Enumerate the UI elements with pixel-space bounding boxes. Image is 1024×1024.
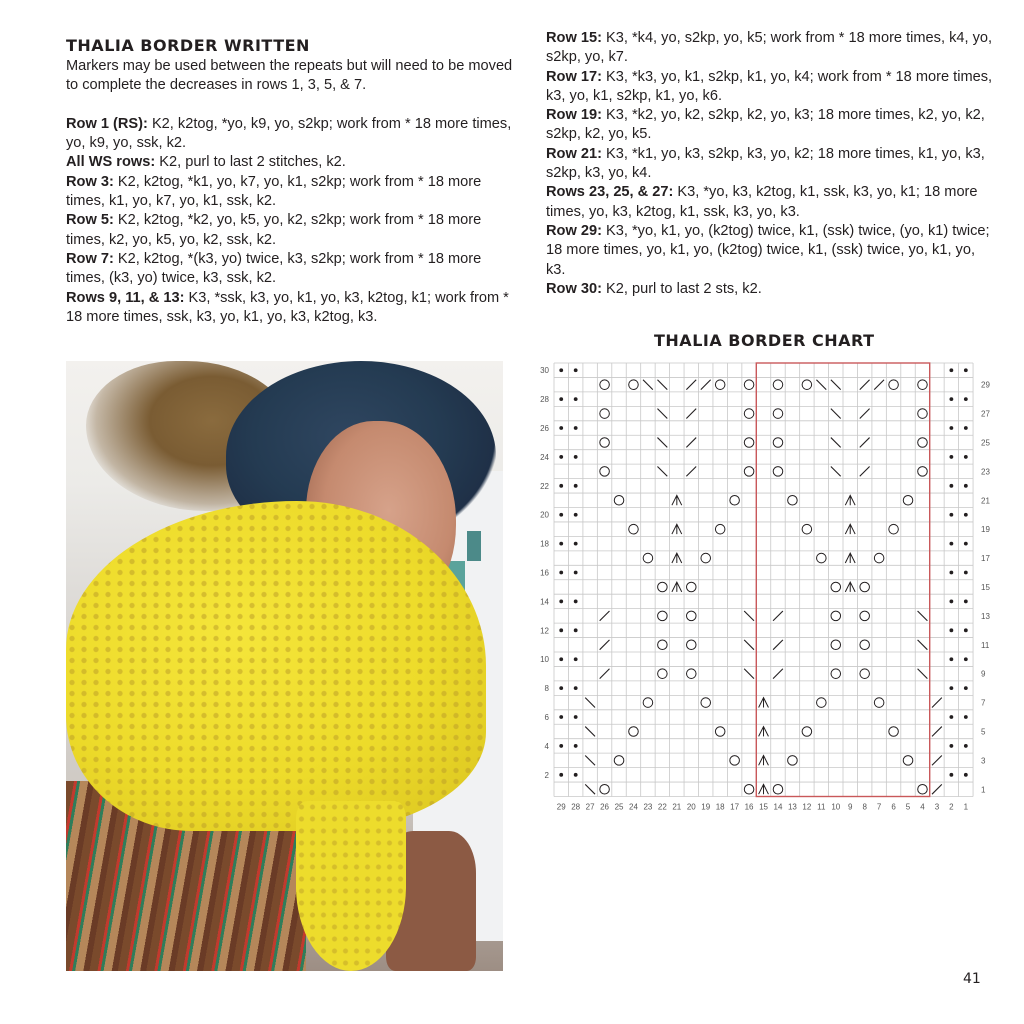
yo-symbol bbox=[629, 524, 639, 534]
garter-dot-symbol bbox=[574, 513, 578, 517]
garter-dot-symbol bbox=[949, 773, 953, 777]
instruction-row: Row 21: K3, *k1, yo, k3, s2kp, k3, yo, k2; 18 more times, k1, yo, k3, s2kp, k3, yo, k4. bbox=[546, 145, 985, 182]
row-label-right: 29 bbox=[981, 380, 990, 390]
ssk-symbol bbox=[831, 438, 841, 448]
column-label: 1 bbox=[963, 802, 969, 812]
garter-dot-symbol bbox=[559, 455, 563, 459]
yo-symbol bbox=[831, 669, 841, 679]
yo-symbol bbox=[687, 611, 697, 621]
k2tog-symbol bbox=[701, 380, 711, 390]
instruction-row: Row 7: K2, k2tog, *(k3, yo) twice, k3, s2kp; work from * 18 more times, (k3, yo) twice, k3, ssk, k2. bbox=[66, 250, 482, 287]
garter-dot-symbol bbox=[964, 657, 968, 661]
garter-dot-symbol bbox=[964, 397, 968, 401]
row-label-left: 30 bbox=[540, 366, 549, 376]
row-label-left: 22 bbox=[540, 481, 549, 491]
column-label: 29 bbox=[556, 802, 566, 812]
yo-symbol bbox=[600, 380, 610, 390]
k2tog-symbol bbox=[932, 698, 942, 708]
garter-dot-symbol bbox=[559, 484, 563, 488]
garter-dot-symbol bbox=[949, 657, 953, 661]
garter-dot-symbol bbox=[574, 657, 578, 661]
garter-dot-symbol bbox=[949, 744, 953, 748]
chart-grid bbox=[531, 362, 991, 812]
written-instructions-right bbox=[546, 29, 996, 299]
k2tog-symbol bbox=[686, 466, 696, 476]
garter-dot-symbol bbox=[949, 542, 953, 546]
yo-symbol bbox=[773, 467, 783, 477]
yo-symbol bbox=[817, 553, 827, 563]
instruction-row: Row 19: K3, *k2, yo, k2, s2kp, k2, yo, k3; 18 more times, k2, yo, k2, s2kp, k2, yo, k5. bbox=[546, 107, 985, 143]
garter-dot-symbol bbox=[559, 686, 563, 690]
yo-symbol bbox=[918, 380, 928, 390]
garter-dot-symbol bbox=[964, 513, 968, 517]
column-label: 10 bbox=[831, 802, 841, 812]
s2kp-symbol bbox=[845, 524, 855, 534]
instruction-row: Row 30: K2, purl to last 2 sts, k2. bbox=[546, 280, 762, 297]
garter-dot-symbol bbox=[559, 715, 563, 719]
row-label-right: 19 bbox=[981, 525, 990, 535]
page-number: 41 bbox=[963, 971, 981, 987]
garter-dot-symbol bbox=[574, 484, 578, 488]
instruction-row: Row 3: K2, k2tog, *k1, yo, k7, yo, k1, s2kp; work from * 18 more times, k1, yo, k7, yo, k1, ssk, k2. bbox=[66, 173, 482, 210]
s2kp-symbol bbox=[845, 495, 855, 505]
intro-paragraph: Markers may be used between the repeats but will need to be moved to complete the decreases in rows 1, 3, 5, & 7. bbox=[66, 58, 513, 94]
yo-symbol bbox=[614, 756, 624, 766]
garter-dot-symbol bbox=[574, 600, 578, 604]
yo-symbol bbox=[701, 698, 711, 708]
instruction-row: Rows 9, 11, & 13: K3, *ssk, k3, yo, k1, yo, k3, k2tog, k1; work from * 18 more times, ssk, k3, yo, k1, yo, k3, k2tog, k3. bbox=[66, 289, 509, 325]
column-label: 15 bbox=[759, 802, 768, 812]
garter-dot-symbol bbox=[964, 542, 968, 546]
yo-symbol bbox=[658, 669, 668, 679]
garter-dot-symbol bbox=[964, 484, 968, 488]
k2tog-symbol bbox=[874, 380, 884, 390]
column-label: 20 bbox=[686, 802, 696, 812]
row-label-left: 18 bbox=[540, 539, 549, 549]
k2tog-symbol bbox=[600, 611, 610, 621]
ssk-symbol bbox=[585, 755, 595, 765]
garter-dot-symbol bbox=[949, 455, 953, 459]
ssk-symbol bbox=[657, 438, 667, 448]
ssk-symbol bbox=[744, 669, 754, 679]
garter-dot-symbol bbox=[949, 426, 953, 430]
s2kp-symbol bbox=[672, 582, 682, 592]
garter-dot-symbol bbox=[964, 715, 968, 719]
garter-dot-symbol bbox=[574, 571, 578, 575]
garter-dot-symbol bbox=[559, 744, 563, 748]
ssk-symbol bbox=[918, 611, 928, 621]
garter-dot-symbol bbox=[574, 744, 578, 748]
row-label-left: 8 bbox=[544, 684, 549, 694]
column-label: 26 bbox=[600, 802, 610, 812]
garter-dot-symbol bbox=[949, 571, 953, 575]
yo-symbol bbox=[918, 785, 928, 795]
yo-symbol bbox=[600, 409, 610, 419]
yo-symbol bbox=[715, 524, 725, 534]
instruction-row: All WS rows: K2, purl to last 2 stitches, k2. bbox=[66, 154, 346, 171]
k2tog-symbol bbox=[773, 611, 783, 621]
row-label-left: 16 bbox=[540, 568, 549, 578]
k2tog-symbol bbox=[686, 380, 696, 390]
column-label: 19 bbox=[701, 802, 711, 812]
garter-dot-symbol bbox=[574, 715, 578, 719]
garter-dot-symbol bbox=[559, 628, 563, 632]
column-label: 13 bbox=[787, 802, 797, 812]
garter-dot-symbol bbox=[559, 513, 563, 517]
model-photo bbox=[66, 361, 503, 971]
yo-symbol bbox=[715, 727, 725, 737]
k2tog-symbol bbox=[932, 727, 942, 737]
ssk-symbol bbox=[643, 380, 653, 390]
yo-symbol bbox=[831, 582, 841, 592]
garter-dot-symbol bbox=[964, 773, 968, 777]
garter-dot-symbol bbox=[949, 715, 953, 719]
yo-symbol bbox=[874, 698, 884, 708]
row-label-right: 17 bbox=[981, 554, 990, 564]
garter-dot-symbol bbox=[574, 542, 578, 546]
ssk-symbol bbox=[744, 640, 754, 650]
spacer bbox=[66, 96, 516, 115]
garter-dot-symbol bbox=[964, 686, 968, 690]
s2kp-symbol bbox=[759, 698, 769, 708]
garter-dot-symbol bbox=[559, 542, 563, 546]
yo-symbol bbox=[600, 438, 610, 448]
yo-symbol bbox=[744, 785, 754, 795]
garter-dot-symbol bbox=[574, 368, 578, 372]
yo-symbol bbox=[715, 380, 725, 390]
garter-dot-symbol bbox=[964, 426, 968, 430]
yo-symbol bbox=[918, 409, 928, 419]
column-label: 5 bbox=[905, 802, 911, 812]
row-label-right: 1 bbox=[981, 785, 986, 795]
k2tog-symbol bbox=[860, 380, 870, 390]
yo-symbol bbox=[730, 496, 740, 506]
yo-symbol bbox=[629, 727, 639, 737]
ssk-symbol bbox=[585, 784, 595, 794]
k2tog-symbol bbox=[600, 669, 610, 679]
row-label-left: 26 bbox=[540, 424, 549, 434]
column-label: 2 bbox=[949, 802, 954, 812]
garter-dot-symbol bbox=[964, 368, 968, 372]
k2tog-symbol bbox=[686, 438, 696, 448]
instruction-row: Row 15: K3, *k4, yo, s2kp, yo, k5; work from * 18 more times, k4, yo, s2kp, yo, k7. bbox=[546, 30, 993, 66]
garter-dot-symbol bbox=[964, 571, 968, 575]
yo-symbol bbox=[658, 640, 668, 650]
yo-symbol bbox=[860, 640, 870, 650]
column-label: 18 bbox=[715, 802, 725, 812]
garter-dot-symbol bbox=[559, 426, 563, 430]
yo-symbol bbox=[817, 698, 827, 708]
yo-symbol bbox=[701, 553, 711, 563]
row-label-right: 21 bbox=[981, 496, 990, 506]
garter-dot-symbol bbox=[964, 744, 968, 748]
yo-symbol bbox=[802, 727, 812, 737]
garter-dot-symbol bbox=[574, 686, 578, 690]
yo-symbol bbox=[773, 785, 783, 795]
yo-symbol bbox=[600, 467, 610, 477]
yo-symbol bbox=[773, 438, 783, 448]
ssk-symbol bbox=[585, 727, 595, 737]
garter-dot-symbol bbox=[574, 455, 578, 459]
s2kp-symbol bbox=[672, 495, 682, 505]
instruction-row: Row 5: K2, k2tog, *k2, yo, k5, yo, k2, s2kp; work from * 18 more times, k2, yo, k5, yo, k2, ssk, k2. bbox=[66, 212, 482, 248]
row-label-right: 25 bbox=[981, 438, 990, 448]
photo-yellow-shawl bbox=[66, 501, 486, 831]
section-title-written: THALIA BORDER WRITTEN bbox=[66, 36, 310, 55]
yo-symbol bbox=[658, 611, 668, 621]
column-label: 8 bbox=[862, 802, 867, 812]
garter-dot-symbol bbox=[964, 628, 968, 632]
k2tog-symbol bbox=[686, 409, 696, 419]
garter-dot-symbol bbox=[949, 397, 953, 401]
photo-shawl-tail bbox=[296, 801, 406, 971]
row-label-left: 2 bbox=[544, 770, 549, 780]
row-label-right: 3 bbox=[981, 756, 986, 766]
yo-symbol bbox=[874, 553, 884, 563]
column-label: 25 bbox=[614, 802, 624, 812]
yo-symbol bbox=[918, 467, 928, 477]
row-label-left: 4 bbox=[544, 741, 549, 751]
yo-symbol bbox=[744, 380, 754, 390]
ssk-symbol bbox=[744, 611, 754, 621]
garter-dot-symbol bbox=[949, 513, 953, 517]
row-label-right: 9 bbox=[981, 669, 986, 679]
row-label-right: 11 bbox=[981, 640, 990, 650]
photo-shutter bbox=[467, 531, 481, 561]
ssk-symbol bbox=[831, 380, 841, 390]
garter-dot-symbol bbox=[949, 484, 953, 488]
yo-symbol bbox=[629, 380, 639, 390]
ssk-symbol bbox=[831, 466, 841, 476]
yo-symbol bbox=[744, 467, 754, 477]
k2tog-symbol bbox=[932, 755, 942, 765]
garter-dot-symbol bbox=[949, 600, 953, 604]
yo-symbol bbox=[903, 756, 913, 766]
row-label-left: 24 bbox=[540, 452, 549, 462]
garter-dot-symbol bbox=[559, 600, 563, 604]
yo-symbol bbox=[831, 611, 841, 621]
row-label-left: 14 bbox=[540, 597, 549, 607]
yo-symbol bbox=[788, 756, 798, 766]
instruction-row: Row 17: K3, *k3, yo, k1, s2kp, k1, yo, k4; work from * 18 more times, k3, yo, k1, s2kp, k1, yo, k6. bbox=[546, 68, 993, 104]
yo-symbol bbox=[889, 524, 899, 534]
row-label-left: 12 bbox=[540, 626, 549, 636]
yo-symbol bbox=[889, 380, 899, 390]
yo-symbol bbox=[773, 409, 783, 419]
garter-dot-symbol bbox=[574, 426, 578, 430]
yo-symbol bbox=[687, 669, 697, 679]
column-label: 27 bbox=[585, 802, 595, 812]
column-label: 14 bbox=[773, 802, 783, 812]
k2tog-symbol bbox=[860, 409, 870, 419]
garter-dot-symbol bbox=[559, 571, 563, 575]
garter-dot-symbol bbox=[949, 368, 953, 372]
column-label: 28 bbox=[571, 802, 581, 812]
garter-dot-symbol bbox=[559, 397, 563, 401]
garter-dot-symbol bbox=[949, 686, 953, 690]
s2kp-symbol bbox=[759, 784, 769, 794]
yo-symbol bbox=[918, 438, 928, 448]
column-label: 3 bbox=[934, 802, 940, 812]
column-label: 23 bbox=[643, 802, 653, 812]
yo-symbol bbox=[802, 380, 812, 390]
column-label: 22 bbox=[657, 802, 667, 812]
yo-symbol bbox=[643, 698, 653, 708]
row-label-left: 6 bbox=[544, 713, 549, 723]
row-label-left: 20 bbox=[540, 510, 549, 520]
s2kp-symbol bbox=[672, 553, 682, 563]
garter-dot-symbol bbox=[574, 773, 578, 777]
s2kp-symbol bbox=[759, 727, 769, 737]
yo-symbol bbox=[658, 582, 668, 592]
s2kp-symbol bbox=[845, 553, 855, 563]
yo-symbol bbox=[687, 582, 697, 592]
yo-symbol bbox=[744, 438, 754, 448]
garter-dot-symbol bbox=[949, 628, 953, 632]
garter-dot-symbol bbox=[574, 397, 578, 401]
row-label-right: 5 bbox=[981, 727, 986, 737]
ssk-symbol bbox=[657, 380, 667, 390]
yo-symbol bbox=[903, 496, 913, 506]
garter-dot-symbol bbox=[559, 368, 563, 372]
ssk-symbol bbox=[918, 640, 928, 650]
row-label-right: 15 bbox=[981, 582, 990, 592]
row-label-right: 27 bbox=[981, 409, 990, 419]
column-label: 21 bbox=[672, 802, 682, 812]
ssk-symbol bbox=[657, 409, 667, 419]
yo-symbol bbox=[860, 669, 870, 679]
s2kp-symbol bbox=[672, 524, 682, 534]
instruction-row: Row 29: K3, *yo, k1, yo, (k2tog) twice, k1, (ssk) twice, (yo, k1) twice; 18 more times, yo, k1, yo, (k2tog) twice, k1, (ssk) twice, yo, k1, yo, k3. bbox=[546, 222, 990, 278]
yo-symbol bbox=[802, 524, 812, 534]
yo-symbol bbox=[889, 727, 899, 737]
column-label: 16 bbox=[744, 802, 754, 812]
k2tog-symbol bbox=[932, 784, 942, 794]
s2kp-symbol bbox=[759, 755, 769, 765]
k2tog-symbol bbox=[773, 669, 783, 679]
k2tog-symbol bbox=[860, 466, 870, 476]
k2tog-symbol bbox=[860, 438, 870, 448]
column-label: 9 bbox=[847, 802, 853, 812]
instruction-row: Rows 23, 25, & 27: K3, *yo, k3, k2tog, k1, ssk, k3, yo, k1; 18 more times, yo, k3, k2tog, k1, ssk, k3, yo, k3. bbox=[546, 184, 978, 220]
section-title-chart: THALIA BORDER CHART bbox=[654, 331, 875, 350]
garter-dot-symbol bbox=[574, 628, 578, 632]
garter-dot-symbol bbox=[964, 455, 968, 459]
yo-symbol bbox=[614, 496, 624, 506]
yo-symbol bbox=[860, 582, 870, 592]
column-label: 6 bbox=[891, 802, 896, 812]
knitting-chart bbox=[531, 362, 991, 812]
row-label-right: 23 bbox=[981, 467, 990, 477]
yo-symbol bbox=[687, 640, 697, 650]
column-label: 4 bbox=[920, 802, 925, 812]
yo-symbol bbox=[730, 756, 740, 766]
column-label: 12 bbox=[802, 802, 812, 812]
row-label-left: 10 bbox=[540, 655, 549, 665]
column-label: 11 bbox=[817, 802, 826, 812]
garter-dot-symbol bbox=[559, 657, 563, 661]
ssk-symbol bbox=[816, 380, 826, 390]
yo-symbol bbox=[744, 409, 754, 419]
written-instructions-left bbox=[66, 57, 516, 327]
k2tog-symbol bbox=[600, 640, 610, 650]
column-label: 17 bbox=[730, 802, 740, 812]
ssk-symbol bbox=[918, 669, 928, 679]
yo-symbol bbox=[831, 640, 841, 650]
row-label-right: 7 bbox=[981, 698, 986, 708]
s2kp-symbol bbox=[845, 582, 855, 592]
column-label: 7 bbox=[876, 802, 882, 812]
k2tog-symbol bbox=[773, 640, 783, 650]
ssk-symbol bbox=[831, 409, 841, 419]
row-label-right: 13 bbox=[981, 611, 990, 621]
instruction-row: Row 1 (RS): K2, k2tog, *yo, k9, yo, s2kp; work from * 18 more times, yo, k9, yo, ssk, k2. bbox=[66, 115, 512, 152]
yo-symbol bbox=[788, 496, 798, 506]
ssk-symbol bbox=[585, 698, 595, 708]
garter-dot-symbol bbox=[559, 773, 563, 777]
row-label-left: 28 bbox=[540, 395, 549, 405]
ssk-symbol bbox=[657, 466, 667, 476]
yo-symbol bbox=[773, 380, 783, 390]
yo-symbol bbox=[860, 611, 870, 621]
garter-dot-symbol bbox=[964, 600, 968, 604]
yo-symbol bbox=[643, 553, 653, 563]
yo-symbol bbox=[600, 785, 610, 795]
column-label: 24 bbox=[629, 802, 638, 812]
